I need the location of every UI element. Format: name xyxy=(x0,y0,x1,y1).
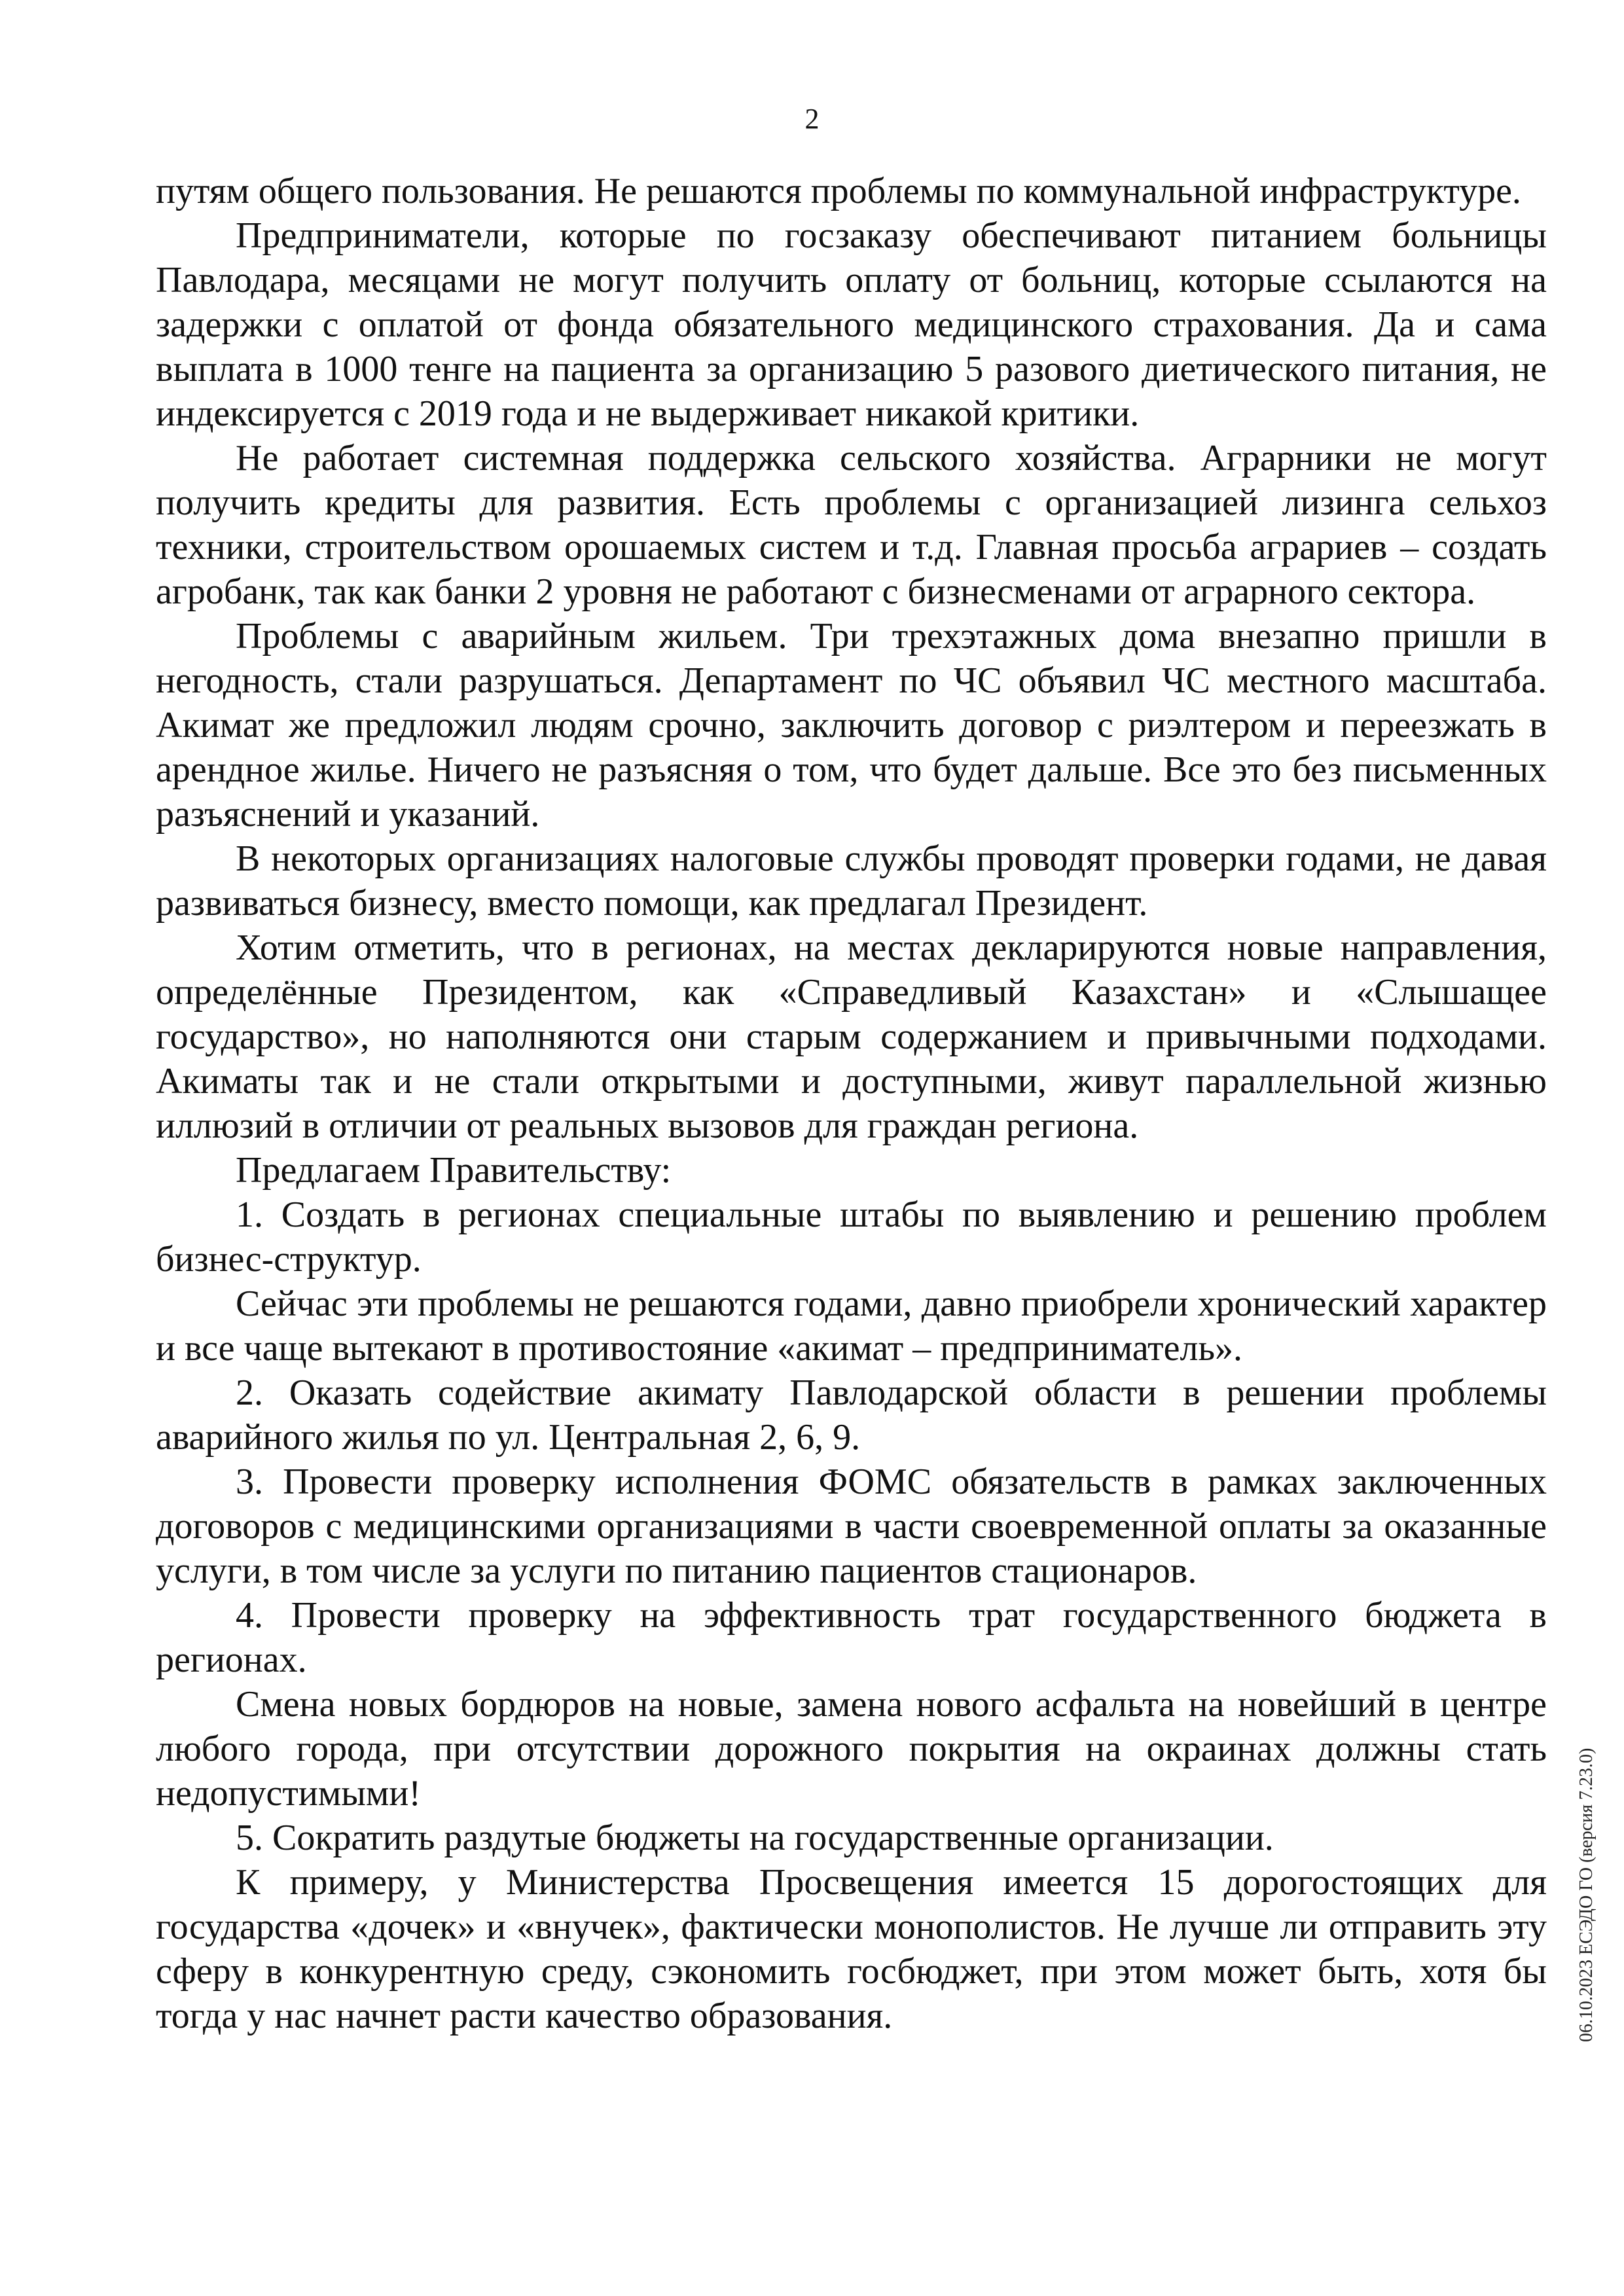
paragraph: путям общего пользования. Не решаются проблемы по коммунальной инфраструктуре. xyxy=(156,171,1521,211)
list-item: 2. Оказать содействие акимату Павлодарской области в решении проблемы аварийного жилья по ул. Центральная 2, 6, 9. xyxy=(156,1372,1547,1458)
page-number: 2 xyxy=(804,103,820,135)
list-item: 3. Провести проверку исполнения ФОМС обязательств в рамках заключенных договоров с медицинскими организациями в части своевременной оплаты за оказанные услуги, в том числе за услуги по питанию пациентов стационаров. xyxy=(156,1462,1547,1591)
paragraph: К примеру, у Министерства Просвещения имеется 15 дорогостоящих для государства «дочек» и «внучек», фактически монополистов. Не лучше ли отправить эту сферу в конкурентную среду, сэкономить госбюджет, при этом может быть, хотя бы тогда у нас начнет расти качество образования. xyxy=(156,1862,1547,2036)
paragraph: Предприниматели, которые по госзаказу обеспечивают питанием больницы Павлодара, месяцами не могут получить оплату от больниц, которые ссылаются на задержки с оплатой от фонда обязательного медицинского страхования. Да и сама выплата в 1000 тенге на пациента за организацию 5 разового диетического питания, не индексируется с 2019 года и не выдерживает никакой критики. xyxy=(156,215,1547,434)
side-registration-stamp: 06.10.2023 ЕСЭДО ГО (версия 7.23.0) xyxy=(1576,1748,1597,2042)
document-body xyxy=(156,169,1547,2038)
paragraph: Предлагаем Правительству: xyxy=(236,1150,672,1191)
paragraph: Смена новых бордюров на новые, замена нового асфальта на новейший в центре любого города, при отсутствии дорожного покрытия на окраинах должны стать недопустимыми! xyxy=(156,1684,1547,1814)
paragraph: Проблемы с аварийным жильем. Три трехэтажных дома внезапно пришли в негодность, стали разрушаться. Департамент по ЧС объявил ЧС местного масштаба. Акимат же предложил людям срочно, заключить договор с риэлтером и переезжать в арендное жилье. Ничего не разъясняя о том, что будет дальше. Все это без письменных разъяснений и указаний. xyxy=(156,616,1547,834)
list-item: 1. Создать в регионах специальные штабы по выявлению и решению проблем бизнес-структур. xyxy=(156,1194,1547,1280)
list-item: 5. Сократить раздутые бюджеты на государственные организации. xyxy=(236,1818,1274,1858)
paragraph: Сейчас эти проблемы не решаются годами, давно приобрели хронический характер и все чаще вытекают в противостояние «акимат – предприниматель». xyxy=(156,1283,1547,1369)
list-item: 4. Провести проверку на эффективность трат государственного бюджета в регионах. xyxy=(156,1595,1547,1680)
paragraph: Хотим отметить, что в регионах, на местах декларируются новые направления, определённые Президентом, как «Справедливый Казахстан» и «Слышащее государство», но наполняются они старым содержанием и привычными подходами. Акиматы так и не стали открытыми и доступными, живут параллельной жизнью иллюзий в отличии от реальных вызовов для граждан региона. xyxy=(156,927,1547,1146)
paragraph: В некоторых организациях налоговые службы проводят проверки годами, не давая развиваться бизнесу, вместо помощи, как предлагал Президент. xyxy=(156,838,1547,924)
paragraph: Не работает системная поддержка сельского хозяйства. Аграрники не могут получить кредиты для развития. Есть проблемы с организацией лизинга сельхоз техники, строительством орошаемых систем и т.д. Главная просьба аграриев – создать агробанк, так как банки 2 уровня не работают с бизнесменами от аграрного сектора. xyxy=(156,438,1547,612)
